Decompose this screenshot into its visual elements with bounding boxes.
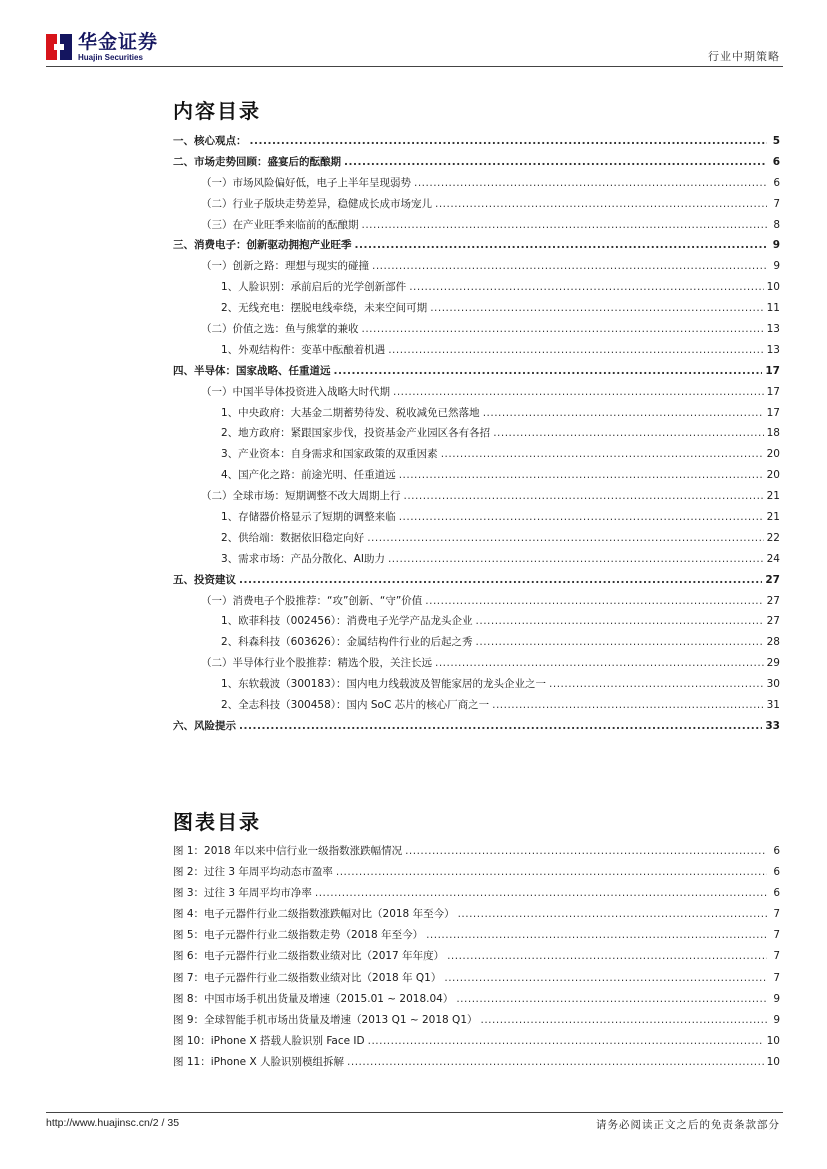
toc-entry-page: 31 — [766, 699, 780, 712]
toc-entry-page: 20 — [766, 469, 780, 482]
figure-entry-label: 图 1：2018 年以来中信行业一级指数涨跌幅情况 — [173, 845, 403, 857]
dot-leader — [372, 260, 767, 272]
dot-leader — [435, 198, 767, 210]
toc-entry-label: 2、无线充电：摆脱电线牵绕，未来空间可期 — [221, 302, 428, 315]
dot-leader — [476, 636, 764, 648]
toc-entry-page: 27 — [765, 573, 780, 586]
toc-entry-label: （一）中国半导体投资进入战略大时代期 — [201, 385, 390, 398]
huajin-logo — [46, 31, 158, 63]
toc-entry[interactable] — [173, 655, 780, 676]
figure-entry-page: 6 — [773, 866, 780, 879]
dot-leader — [458, 908, 767, 920]
toc-entry[interactable] — [173, 258, 780, 279]
report-type: 行业中期策略 — [708, 50, 780, 63]
toc-entry[interactable] — [173, 572, 780, 593]
figure-entry-page: 7 — [773, 908, 780, 921]
toc-entry-label: 2、地方政府：紧跟国家步伐，投资基金产业园区各有各招 — [221, 427, 491, 440]
dot-leader — [368, 1035, 764, 1047]
toc-entry[interactable] — [173, 425, 780, 446]
figure-entry[interactable] — [173, 885, 780, 906]
dot-leader — [444, 972, 767, 984]
toc-entry-label: （一）市场风险偏好低，电子上半年呈现弱势 — [201, 176, 411, 189]
figure-entry-label: 图 2：过往 3 年周平均动态市盈率 — [173, 866, 333, 879]
dot-leader — [476, 615, 764, 627]
figure-entry-page: 7 — [773, 971, 780, 984]
dot-leader — [492, 699, 764, 711]
footer-url-page[interactable]: http://www.huajinsc.cn/2 / 35 — [46, 1117, 180, 1129]
figure-entry[interactable] — [173, 1054, 780, 1075]
dot-leader — [239, 720, 762, 732]
toc-entry[interactable] — [173, 342, 780, 363]
toc-entry-page: 13 — [766, 323, 780, 336]
toc-entry-label: 1、欧菲科技（002456）：消费电子光学产品龙头企业 — [221, 615, 473, 628]
figure-entry-label: 图 11：iPhone X 人脸识别模组拆解 — [173, 1055, 345, 1068]
figure-entry-page: 9 — [773, 992, 780, 1005]
toc-entry-page: 6 — [773, 176, 780, 189]
toc-entry-page: 18 — [766, 427, 780, 440]
toc-entry-page: 17 — [766, 385, 780, 398]
toc-entry-page: 8 — [773, 218, 780, 231]
figure-entry-label: 图 4：电子元器件行业二级指数涨跌幅对比（2018 年至今） — [173, 908, 455, 921]
dot-leader — [441, 448, 764, 460]
toc-entry[interactable] — [173, 676, 780, 697]
figure-entry-label: 图 9：全球智能手机市场出货量及增速（2013 Q1 ~ 2018 Q1） — [173, 1013, 478, 1026]
toc-entry-page: 30 — [766, 678, 780, 691]
dot-leader — [344, 156, 767, 168]
dot-leader — [362, 323, 764, 335]
figure-entry-page: 10 — [766, 1055, 780, 1068]
toc-entry-page: 10 — [766, 281, 780, 294]
toc-entry-label: 1、中央政府：大基金二期蓄势待发、税收减免已然落地 — [221, 406, 480, 419]
figure-entry-label: 图 6：电子元器件行业二级指数业绩对比（2017 年年度） — [173, 950, 445, 963]
toc-entry-label: （二）半导体行业个股推荐：精选个股，关注长远 — [201, 657, 432, 670]
toc-entry-label: 二、市场走势回顾：盛宴后的酝酿期 — [173, 155, 341, 168]
toc-entry-page: 24 — [766, 552, 780, 565]
toc-entry-label: （三）在产业旺季来临前的酝酿期 — [201, 218, 359, 231]
dot-leader — [399, 511, 764, 523]
dot-leader — [425, 595, 763, 607]
dot-leader — [388, 344, 763, 356]
toc-entry-label: 一、核心观点： — [173, 135, 247, 147]
toc-entry-page: 33 — [765, 719, 780, 732]
figure-entry[interactable] — [173, 970, 780, 991]
dot-leader — [456, 993, 767, 1005]
toc-entry[interactable] — [173, 718, 780, 739]
figure-entry[interactable] — [173, 1033, 780, 1054]
figure-entry[interactable] — [173, 948, 780, 969]
toc-entry-label: （二）全球市场：短期调整不改大周期上行 — [201, 490, 401, 503]
figure-entry-label: 图 7：电子元器件行业二级指数业绩对比（2018 年 Q1） — [173, 971, 442, 984]
footer-disclaimer: 请务必阅读正文之后的免责条款部分 — [596, 1119, 780, 1131]
figure-entry[interactable] — [173, 927, 780, 948]
dot-leader — [481, 1014, 768, 1026]
figures-list — [173, 843, 780, 1075]
toc-entry[interactable] — [173, 593, 780, 614]
toc-title: 内容目录 — [173, 99, 261, 123]
toc-entry-page: 5 — [772, 135, 780, 147]
toc-entry-page: 27 — [766, 615, 780, 628]
toc-entry[interactable] — [173, 363, 780, 384]
dot-leader — [414, 177, 767, 189]
toc-entry-page: 21 — [766, 490, 780, 503]
toc-entry[interactable] — [173, 237, 780, 258]
figure-entry-page: 7 — [773, 929, 780, 942]
dot-leader — [399, 469, 764, 481]
brand-name-cn: 华金证券 — [78, 30, 159, 53]
header-divider — [46, 66, 783, 67]
figure-entry-label: 图 5：电子元器件行业二级指数走势（2018 年至今） — [173, 929, 424, 942]
toc-entry[interactable] — [173, 634, 780, 655]
toc-entry-page: 29 — [766, 657, 780, 670]
dot-leader — [426, 929, 767, 941]
figure-entry-page: 6 — [773, 845, 780, 857]
toc-entry[interactable] — [173, 279, 780, 300]
figure-entry-page: 9 — [773, 1013, 780, 1026]
toc-entry-page: 9 — [773, 260, 780, 273]
dot-leader — [367, 532, 763, 544]
figure-entry-label: 图 10：iPhone X 搭载人脸识别 Face ID — [173, 1034, 365, 1047]
toc-entry-label: 1、东软载波（300183）：国内电力线载波及智能家居的龙头企业之一 — [221, 678, 547, 691]
dot-leader — [239, 574, 762, 586]
dot-leader — [355, 239, 768, 251]
dot-leader — [347, 1056, 764, 1068]
dot-leader — [250, 135, 768, 147]
dot-leader — [447, 950, 767, 962]
dot-leader — [388, 553, 764, 565]
dot-leader — [493, 427, 763, 439]
toc-entry-page: 20 — [766, 448, 780, 461]
toc-entry-label: 四、半导体：国家战略、任重道远 — [173, 364, 331, 377]
toc-entry-label: 4、国产化之路：前途光明、任重道远 — [221, 469, 396, 482]
dot-leader — [334, 365, 763, 377]
toc-entry[interactable] — [173, 217, 780, 238]
toc-entry[interactable] — [173, 509, 780, 530]
figure-entry[interactable] — [173, 906, 780, 927]
toc-entry-label: 3、产业资本：自身需求和国家政策的双重因素 — [221, 448, 438, 461]
toc-entry-page: 6 — [772, 155, 780, 168]
figure-entry-page: 6 — [773, 887, 780, 900]
toc-entry[interactable] — [173, 384, 780, 405]
huajin-logo-icon — [46, 34, 72, 60]
figure-entry-label: 图 3：过往 3 年周平均市净率 — [173, 887, 312, 900]
dot-leader — [393, 386, 764, 398]
toc-entry-page: 17 — [766, 406, 780, 419]
dot-leader — [315, 887, 767, 899]
toc-entry[interactable] — [173, 321, 780, 342]
toc-entry[interactable] — [173, 196, 780, 217]
toc-entry[interactable] — [173, 697, 780, 718]
toc-entry-page: 22 — [766, 531, 780, 544]
figure-entry[interactable] — [173, 864, 780, 885]
dot-leader — [404, 490, 764, 502]
toc-entry-page: 21 — [766, 511, 780, 524]
figure-entry-label: 图 8：中国市场手机出货量及增速（2015.01 ~ 2018.04） — [173, 992, 454, 1005]
toc-entry-label: 五、投资建议 — [173, 573, 236, 586]
toc-entry-page: 9 — [772, 239, 780, 252]
figure-entry[interactable] — [173, 991, 780, 1012]
toc-entry-page: 27 — [766, 594, 780, 607]
toc-entry-label: 三、消费电子：创新驱动拥抱产业旺季 — [173, 239, 352, 252]
dot-leader — [405, 845, 767, 857]
toc-entry[interactable] — [173, 530, 780, 551]
footer-divider — [46, 1112, 783, 1113]
toc-entry-label: 六、风险提示 — [173, 719, 236, 732]
dot-leader — [549, 678, 764, 690]
figure-entry[interactable] — [173, 1012, 780, 1033]
toc-entry-label: （一）创新之路：理想与现实的碰撞 — [201, 260, 369, 273]
figures-title: 图表目录 — [173, 810, 261, 834]
toc-entry-label: 1、人脸识别：承前启后的光学创新部件 — [221, 281, 407, 294]
toc-entry[interactable] — [173, 133, 780, 154]
toc-entry[interactable] — [173, 613, 780, 634]
toc-entry[interactable] — [173, 488, 780, 509]
dot-leader — [435, 657, 764, 669]
toc-entry-label: 3、需求市场：产品分散化、AI助力 — [221, 552, 385, 565]
toc-entry[interactable] — [173, 467, 780, 488]
toc-entry-label: 2、全志科技（300458）：国内 SoC 芯片的核心厂商之一 — [221, 699, 490, 712]
toc-entry-label: 2、科森科技（603626）：金属结构件行业的后起之秀 — [221, 636, 473, 649]
dot-leader — [336, 866, 767, 878]
dot-leader — [409, 281, 763, 293]
toc-entry-label: 1、外观结构件：变革中酝酿着机遇 — [221, 343, 386, 356]
toc-list — [173, 133, 780, 739]
toc-entry[interactable] — [173, 405, 780, 426]
toc-entry[interactable] — [173, 154, 780, 175]
toc-entry-label: （二）行业子版块走势差异，稳健成长成市场宠儿 — [201, 197, 432, 210]
toc-entry-page: 28 — [766, 636, 780, 649]
toc-entry-page: 13 — [766, 343, 780, 356]
toc-entry-label: 1、存储器价格显示了短期的调整来临 — [221, 511, 396, 524]
toc-entry[interactable] — [173, 446, 780, 467]
dot-leader — [362, 219, 768, 231]
toc-entry[interactable] — [173, 551, 780, 572]
toc-entry[interactable] — [173, 300, 780, 321]
dot-leader — [483, 407, 764, 419]
toc-entry-label: （一）消费电子个股推荐：“攻”创新、“守”价值 — [201, 594, 423, 607]
figure-entry-page: 10 — [766, 1034, 780, 1047]
toc-entry-page: 17 — [765, 364, 780, 377]
dot-leader — [430, 302, 763, 314]
toc-entry-label: （二）价值之选：鱼与熊掌的兼收 — [201, 323, 359, 336]
toc-entry-page: 7 — [773, 197, 780, 210]
figure-entry[interactable] — [173, 843, 780, 864]
toc-entry-label: 2、供给端：数据依旧稳定向好 — [221, 531, 365, 544]
toc-entry[interactable] — [173, 175, 780, 196]
toc-entry-page: 11 — [766, 302, 780, 315]
figure-entry-page: 7 — [773, 950, 780, 963]
brand-name-en: Huajin Securities — [78, 52, 143, 62]
